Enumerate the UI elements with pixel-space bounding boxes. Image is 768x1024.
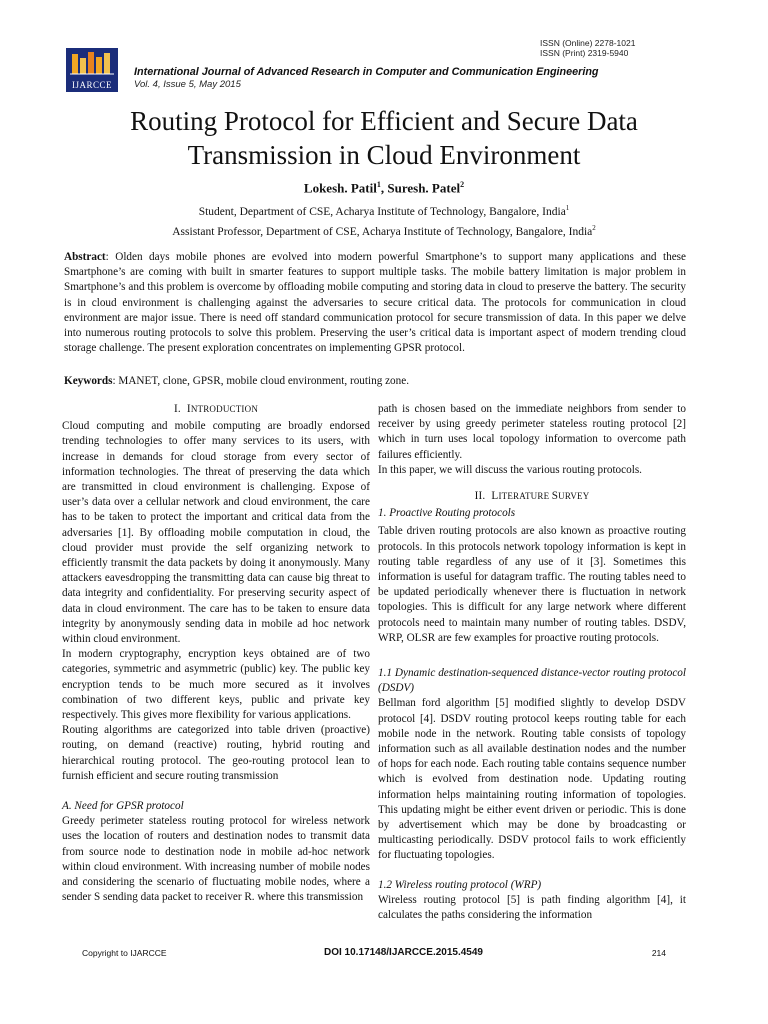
right-column (378, 402, 686, 923)
section-2-rest-2: URVEY (558, 491, 590, 502)
intro-paragraph-3: Routing algorithms are categorized into table driven (proactive) routing, on demand (reactive) routing, hybrid routing and hierarchical routing protocol. The geo-routing protocol lean to furnish efficient and secure routing transmission (62, 724, 370, 782)
footer-copyright: Copyright to IJARCCE (82, 948, 167, 958)
subsection-1-1-heading: 1.1 Dynamic destination-sequenced distance-vector routing protocol (DSDV) (378, 667, 686, 695)
affiliation-1 (60, 204, 708, 218)
keywords (64, 375, 686, 387)
issn-print: ISSN (Print) 2319-5940 (540, 48, 629, 58)
section-2-initial-1: L (491, 490, 499, 503)
subsection-1-2-heading: 1.2 Wireless routing protocol (WRP) (378, 878, 542, 891)
section-2-initial-2: S (551, 490, 559, 503)
author-1-sup: 1 (376, 180, 381, 189)
section-2-rest-1: ITERATURE (498, 491, 552, 502)
section-1-number: I. (173, 403, 181, 415)
keywords-text: : MANET, clone, GPSR, mobile cloud environment, routing zone. (112, 375, 410, 387)
subsection-1-heading: 1. Proactive Routing protocols (378, 507, 516, 520)
intro-paragraph-2: In modern cryptography, encryption keys obtained are of two categories, symmetric and asymmetric (public) key. The public key encryption tends to be much more secured as it involves combination of two different keys, public and private key respectively. This gives more flexibility for various applications. (62, 648, 370, 722)
dsdv-paragraph: Bellman ford algorithm [5] modified slightly to develop DSDV protocol [4]. DSDV routing protocol keeps routing table for each mobile node in the network. Routing table consists of topology information such as all available destination nodes and the number of hops for each node. Each routing table contains sequence number which is evolved from destination node. Updating routing information helps maintaining routing information of topologies. This updating might be either event driven or periodic. This is done by advertisement which may be done by broadcasting or multicasting periodically. DSDV protocol fails to work efficiently for fluctuating topologies. (378, 697, 686, 862)
journal-volume: Vol. 4, Issue 5, May 2015 (134, 79, 241, 90)
issn-online: ISSN (Online) 2278-1021 (540, 38, 636, 48)
section-1-heading (62, 402, 370, 417)
wrp-paragraph: Wireless routing protocol [5] is path finding algorithm [4], it calculates the paths considering the information (378, 893, 686, 922)
author-2-sup: 2 (460, 180, 465, 189)
journal-header (134, 66, 694, 90)
section-2-number: II. (474, 490, 486, 503)
journal-name: International Journal of Advanced Research in Computer and Communication Engineering (134, 66, 599, 78)
right-paragraph-2: In this paper, we will discuss the various routing protocols. (378, 463, 642, 476)
abstract-text: : Olden days mobile phones are evolved into modern powerful Smartphone’s to support many applications and these Smartphone’s are coming with built in smarter features to support multiple tasks. The mobile battery limitation is major problem in Smartphone’s and this problem is overcome by offloading mobile computing and storing data in cloud to preserve the battery. The security is in cloud environment is challenging against the adversaries to secure critical data. The protocols for communication in cloud environment are major issue. There is need off standard communication protocol for secure transmission of data. In this paper we delve into numerous routing protocols to solve this problem. Preserving the user’s critical data is important aspect of modern trending cloud storage challenge. The present exploration concentrates on implementing GPSR protocol. (64, 251, 686, 355)
intro-paragraph-1: Cloud computing and mobile computing are broadly endorsed trending technologies to offer many services to its users, with increase in demands for cloud storage from every sector of information technologies. The threat of preserving the data which are transmitted in cloud environment is challenging. Expose of user’s data over a cellular network and cloud environment, the care has to be taken to protect the important and critical data from the adversaries [1]. By offloading mobile computation in cloud, the cloud provider must provide the self organizing network to efficiently transmit the data packets by doing it anonymously. Many attackers eavesdropping the transmitting data can cause big threat to data integrity and confidentiality. For preserving security aspect of data in cloud environment. The care has to be taken to ensure data integrity by anonymously sending data in mobile ad hoc network within cloud environment. (62, 420, 370, 646)
abstract-label: Abstract (64, 251, 106, 263)
footer-page-number: 214 (651, 948, 666, 958)
keywords-label: Keywords (64, 375, 113, 387)
authors (60, 180, 708, 196)
author-separator: , (380, 180, 388, 196)
section-1-rest: NTRODUCTION (190, 404, 259, 414)
abstract (64, 250, 686, 356)
author-2: Suresh. Patel (387, 180, 461, 196)
section-1-initial: I (186, 403, 191, 415)
footer-doi: DOI 10.17148/IJARCCE.2015.4549 (324, 947, 483, 958)
affiliation-2 (60, 224, 708, 238)
section-2-heading (378, 489, 686, 504)
left-column (62, 402, 370, 906)
author-1: Lokesh. Patil (303, 180, 377, 196)
page-footer (82, 948, 666, 962)
affiliation-2-sup: 2 (592, 224, 596, 232)
logo-text: IJARCCE (71, 80, 112, 90)
gpsr-paragraph: Greedy perimeter stateless routing protocol for wireless network uses the location of routers and destination nodes to transmit data from source node to destination node in mobile ad-hoc network within cloud environment. With increasing number of mobile nodes and considering the scenario of fluctuating mobile nodes, where a sender S sending data packet to receiver R. where this transmission (62, 815, 370, 904)
subsection-a-heading: A. Need for GPSR protocol (62, 800, 184, 813)
right-paragraph-1: path is chosen based on the immediate neighbors from sender to receiver by using greedy perimeter stateless routing protocol [2] which in turn uses local topology information to overcome path failures efficiently. (378, 403, 686, 461)
affiliation-1-sup: 1 (565, 204, 570, 212)
affiliation-1-text: Student, Department of CSE, Acharya Institute of Technology, Bangalore, India (198, 205, 566, 218)
paper-title: Routing Protocol for Efficient and Secure Data Transmission in Cloud Environment (130, 106, 638, 170)
issn-block (540, 38, 686, 58)
affiliation-2-text: Assistant Professor, Department of CSE, Acharya Institute of Technology, Bangalore, India (172, 225, 593, 238)
proactive-paragraph: Table driven routing protocols are also known as proactive routing protocols. In this protocols network topology information is kept in routing table regardless of any use of it [3]. Sometimes this information is useful for datagram traffic. The routing tables need to be updated periodically whenever there is fluctuation in network topologies. This is difficult for any large network where different protocols need to maintain many number of routing tables. DSDV, WRP, OLSR are few examples for proactive routing protocols. (378, 525, 686, 644)
